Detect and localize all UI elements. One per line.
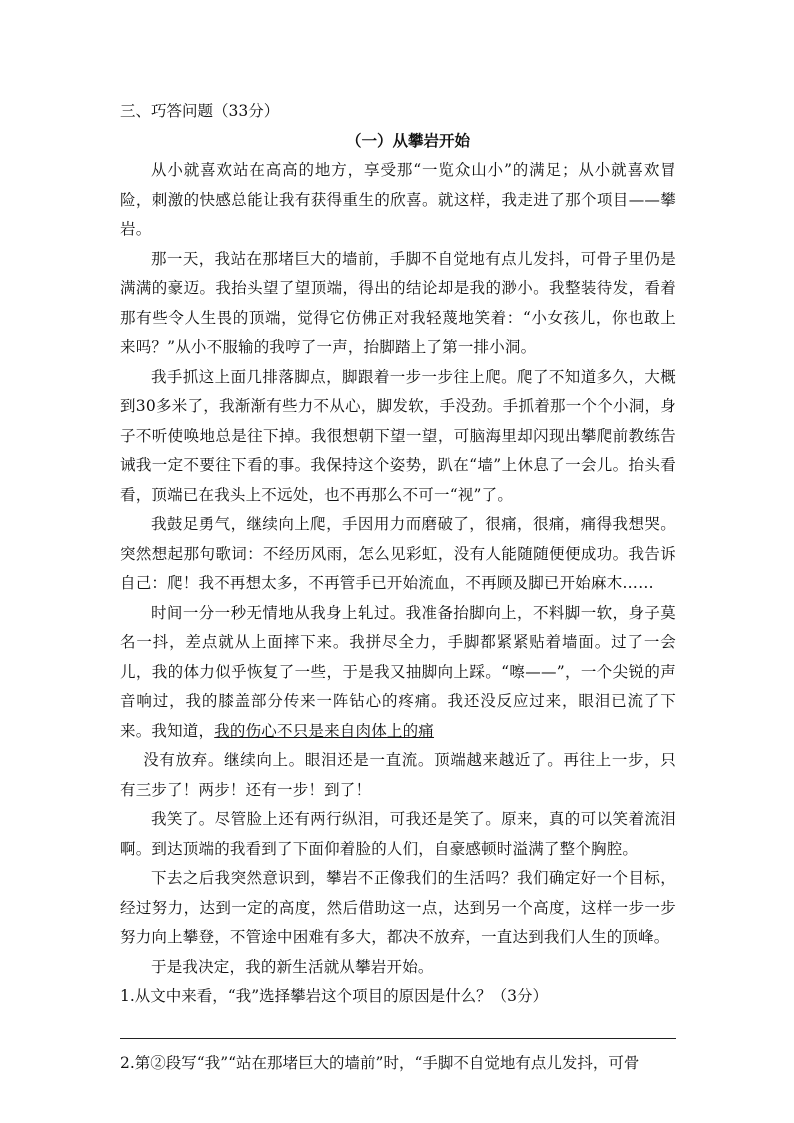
question-2: 2.第②段写“我”“站在那堵巨大的墙前”时，“手脚不自觉地有点儿发抖，可骨 (120, 1053, 640, 1072)
paragraph-5-text: 时间一分一秒无情地从我身上轧过。我准备抬脚向上，不料脚一软，身子莫名一抖，差点就从上面摔下来。我拼尽全力，手脚都紧紧贴着墙面。过了一会儿，我的体力似乎恢复了一些，于是我又抽脚向上踩。“嚓——”，一个尖锐的声音响过，我的膝盖部分传来一阵钻心的疼痛。我还没反应过来，眼泪已流了下来。我知道， (120, 603, 676, 740)
answer-line (120, 1038, 676, 1039)
article-title: （一）从攀岩开始 (345, 131, 470, 150)
paragraph-5 (120, 599, 676, 747)
section-heading: 三、巧答问题（33分） (120, 102, 280, 120)
paragraph-6: 没有放弃。继续向上。眼泪还是一直流。顶端越来越近了。再往上一步，只有三步了！两步！还有一步！到了！ (120, 751, 676, 799)
question-1: 1.从文中来看，“我”选择攀岩这个项目的原因是什么？（3分） (120, 987, 549, 1005)
paragraph-1: 从小就喜欢站在高高的地方，享受那“一览众山小”的满足；从小就喜欢冒险，刺激的快感总能让我有获得重生的欣喜。就这样，我走进了那个项目——攀岩。 (120, 161, 676, 238)
paragraph-2: 那一天，我站在那堵巨大的墙前，手脚不自觉地有点儿发抖，可骨子里仍是满满的豪迈。我抬头望了望顶端，得出的结论却是我的渺小。我整装待发，看着那有些令人生畏的顶端，觉得它仿佛正对我轻蔑地笑着：“小女孩儿，你也敢上来吗？”从小不服输的我哼了一声，抬脚踏上了第一排小洞。 (120, 249, 676, 356)
underlined-sentence: 我的伤心不只是来自肉体上的痛 (214, 721, 435, 740)
paragraph-3: 我手抓这上面几排落脚点，脚跟着一步一步往上爬。爬了不知道多久，大概到30多米了，我渐渐有些力不从心，脚发软，手没劲。手抓着那一个个小洞，身子不听使唤地总是往下掉。我很想朝下望一望，可脑海里却闪现出攀爬前教练告诫我一定不要往下看的事。我保持这个姿势，趴在“墙”上休息了一会儿。抬头看看，顶端已在我头上不远处，也不再那么不可一“视”了。 (120, 367, 676, 504)
paragraph-8: 下去之后我突然意识到，攀岩不正像我们的生活吗？我们确定好一个目标，经过努力，达到一定的高度，然后借助这一点，达到另一个高度，这样一步一步努力向上攀登，不管途中困难有多大，都决不放弃，一直达到我们人生的顶峰。 (120, 869, 676, 946)
paragraph-9: 于是我决定，我的新生活就从攀岩开始。 (151, 957, 434, 976)
article-body (120, 156, 676, 982)
paragraph-4: 我鼓足勇气，继续向上爬，手因用力而磨破了，很痛，很痛，痛得我想哭。突然想起那句歌词：不经历风雨，怎么见彩虹，没有人能随随便便成功。我告诉自己：爬！我不再想太多，不再管手已开始流血，不再顾及脚已开始麻木…… (120, 515, 676, 592)
paragraph-7: 我笑了。尽管脸上还有两行纵泪，可我还是笑了。原来，真的可以笑着流泪啊。到达顶端的我看到了下面仰着脸的人们，自豪感顿时溢满了整个胸腔。 (120, 810, 676, 858)
